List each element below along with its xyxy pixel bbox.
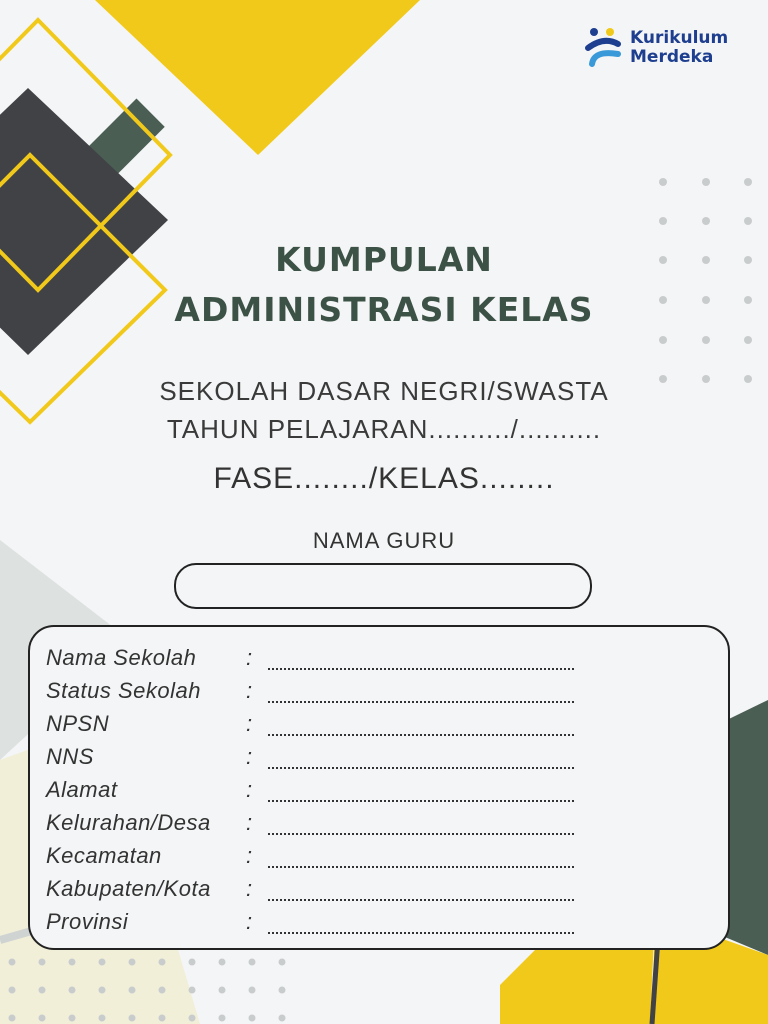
field-fill-line[interactable]: [268, 899, 574, 901]
field-row: [46, 810, 726, 840]
field-label: Nama Sekolah: [46, 645, 197, 670]
field-row: [46, 777, 726, 807]
field-colon: :: [246, 909, 253, 934]
school-info-box: [28, 625, 730, 950]
field-fill-line[interactable]: [268, 866, 574, 868]
field-label: Kecamatan: [46, 843, 162, 868]
field-row: [46, 711, 726, 741]
field-fill-line[interactable]: [268, 800, 574, 802]
field-colon: :: [246, 744, 253, 769]
field-fill-line[interactable]: [268, 701, 574, 703]
field-colon: :: [246, 711, 253, 736]
field-label: Kelurahan/Desa: [46, 810, 211, 835]
logo-line1: Kurikulum: [630, 28, 729, 48]
field-colon: :: [246, 777, 253, 802]
field-row: [46, 909, 726, 939]
field-fill-line[interactable]: [268, 668, 574, 670]
title-line2: ADMINISTRASI KELAS: [174, 290, 594, 329]
field-fill-line[interactable]: [268, 767, 574, 769]
field-row: [46, 744, 726, 774]
field-label: Kabupaten/Kota: [46, 876, 211, 901]
field-label: Status Sekolah: [46, 678, 201, 703]
field-fill-line[interactable]: [268, 833, 574, 835]
logo-line2: Merdeka: [630, 47, 714, 67]
field-row: [46, 678, 726, 708]
field-row: [46, 843, 726, 873]
title-line1: KUMPULAN: [275, 240, 493, 279]
field-colon: :: [246, 843, 253, 868]
kurikulum-merdeka-icon: [584, 24, 624, 72]
field-label: NPSN: [46, 711, 110, 736]
fase-kelas: FASE......../KELAS........: [213, 462, 555, 495]
field-colon: :: [246, 876, 253, 901]
field-fill-line[interactable]: [268, 734, 574, 736]
nama-guru-field[interactable]: [174, 563, 592, 609]
subtitle-school: SEKOLAH DASAR NEGRI/SWASTA: [159, 376, 609, 406]
field-label: NNS: [46, 744, 94, 769]
field-label: Alamat: [46, 777, 118, 802]
field-colon: :: [246, 810, 253, 835]
field-row: [46, 645, 726, 675]
field-label: Provinsi: [46, 909, 129, 934]
field-colon: :: [246, 678, 253, 703]
subtitle-year: TAHUN PELAJARAN........../..........: [166, 414, 602, 444]
field-fill-line[interactable]: [268, 932, 574, 934]
field-row: [46, 876, 726, 906]
nama-guru-label: NAMA GURU: [312, 528, 456, 553]
dot-grid-right: [659, 178, 752, 383]
kurikulum-merdeka-logo: [584, 24, 728, 72]
field-colon: :: [246, 645, 253, 670]
